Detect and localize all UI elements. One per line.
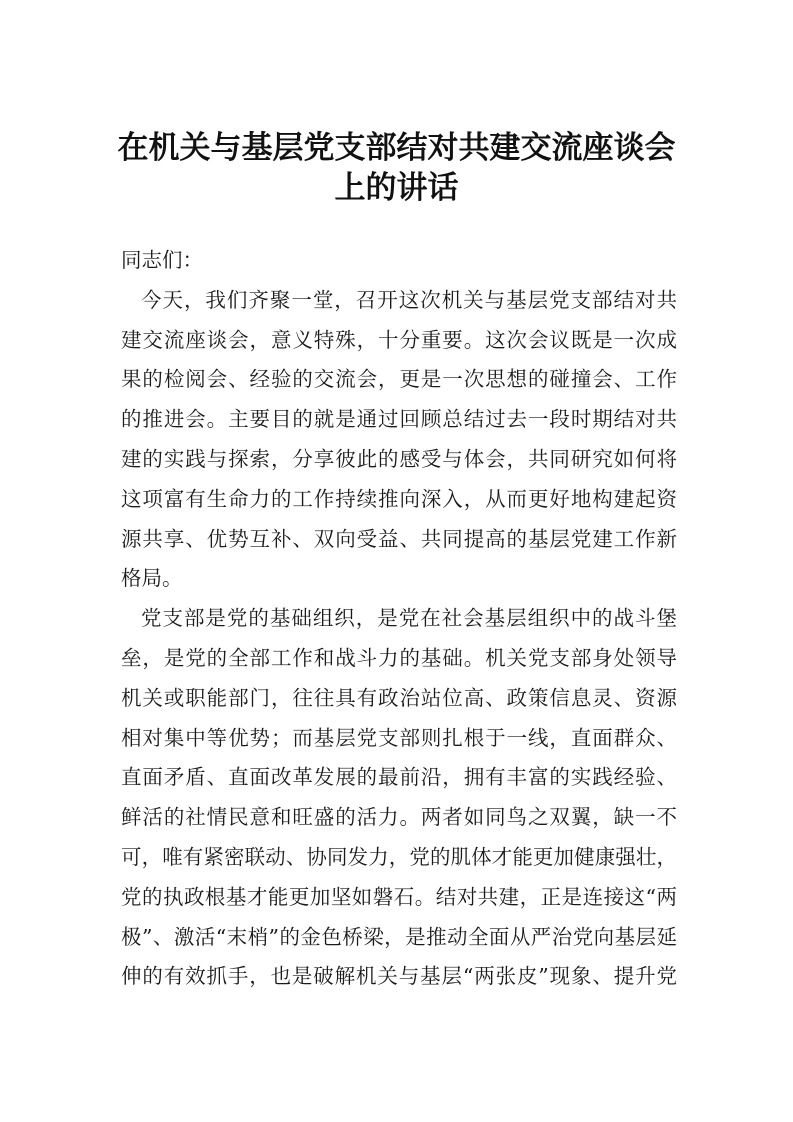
title-line: 上的讲话 (334, 169, 459, 204)
document-body (121, 241, 677, 997)
salutation: 同志们： (121, 248, 203, 272)
paragraph-line: 极”、激活“末梢”的金色桥梁，是推动全面从严治党向基层延 (121, 924, 677, 949)
paragraph-line: 机关或职能部门，往往具有政治站位高、政策信息灵、资源 (121, 685, 677, 710)
paragraph-1 (121, 281, 677, 599)
title-line: 在机关与基层党支部结对共建交流座谈会 (117, 130, 676, 164)
paragraph-line: 可，唯有紧密联动、协同发力，党的肌体才能更加健康强壮， (121, 844, 677, 869)
paragraph-line: 伸的有效抓手，也是破解机关与基层“两张皮”现象、提升党 (121, 964, 677, 989)
paragraph-line: 党的执政根基才能更加坚如磐石。结对共建，正是连接这“两 (121, 884, 677, 909)
paragraph-line: 直面矛盾、直面改革发展的最前沿，拥有丰富的实践经验、 (121, 765, 677, 790)
paragraph-line: 建的实践与探索，分享彼此的感受与体会，共同研究如何将 (121, 446, 677, 471)
paragraph-line: 相对集中等优势；而基层党支部则扎根于一线，直面群众、 (121, 725, 677, 750)
paragraph-2 (121, 599, 677, 997)
paragraph-line: 垒，是党的全部工作和战斗力的基础。机关党支部身处领导 (121, 645, 677, 670)
paragraph-line: 果的检阅会、经验的交流会，更是一次思想的碰撞会、工作 (121, 367, 677, 392)
paragraph-line: 格局。 (121, 566, 183, 591)
paragraph-line: 源共享、优势互补、双向受益、共同提高的基层党建工作新 (121, 526, 677, 551)
document-title (100, 124, 693, 204)
paragraph-line: 这项富有生命力的工作持续推向深入，从而更好地构建起资 (121, 486, 677, 511)
paragraph-line: 建交流座谈会，意义特殊，十分重要。这次会议既是一次成 (121, 327, 677, 352)
paragraph-line: 鲜活的社情民意和旺盛的活力。两者如同鸟之双翼，缺一不 (121, 805, 677, 830)
paragraph-line: 今天，我们齐聚一堂，召开这次机关与基层党支部结对共 (141, 287, 677, 312)
paragraph-line: 党支部是党的基础组织，是党在社会基层组织中的战斗堡 (141, 606, 677, 631)
paragraph-line: 的推进会。主要目的就是通过回顾总结过去一段时期结对共 (121, 407, 677, 432)
